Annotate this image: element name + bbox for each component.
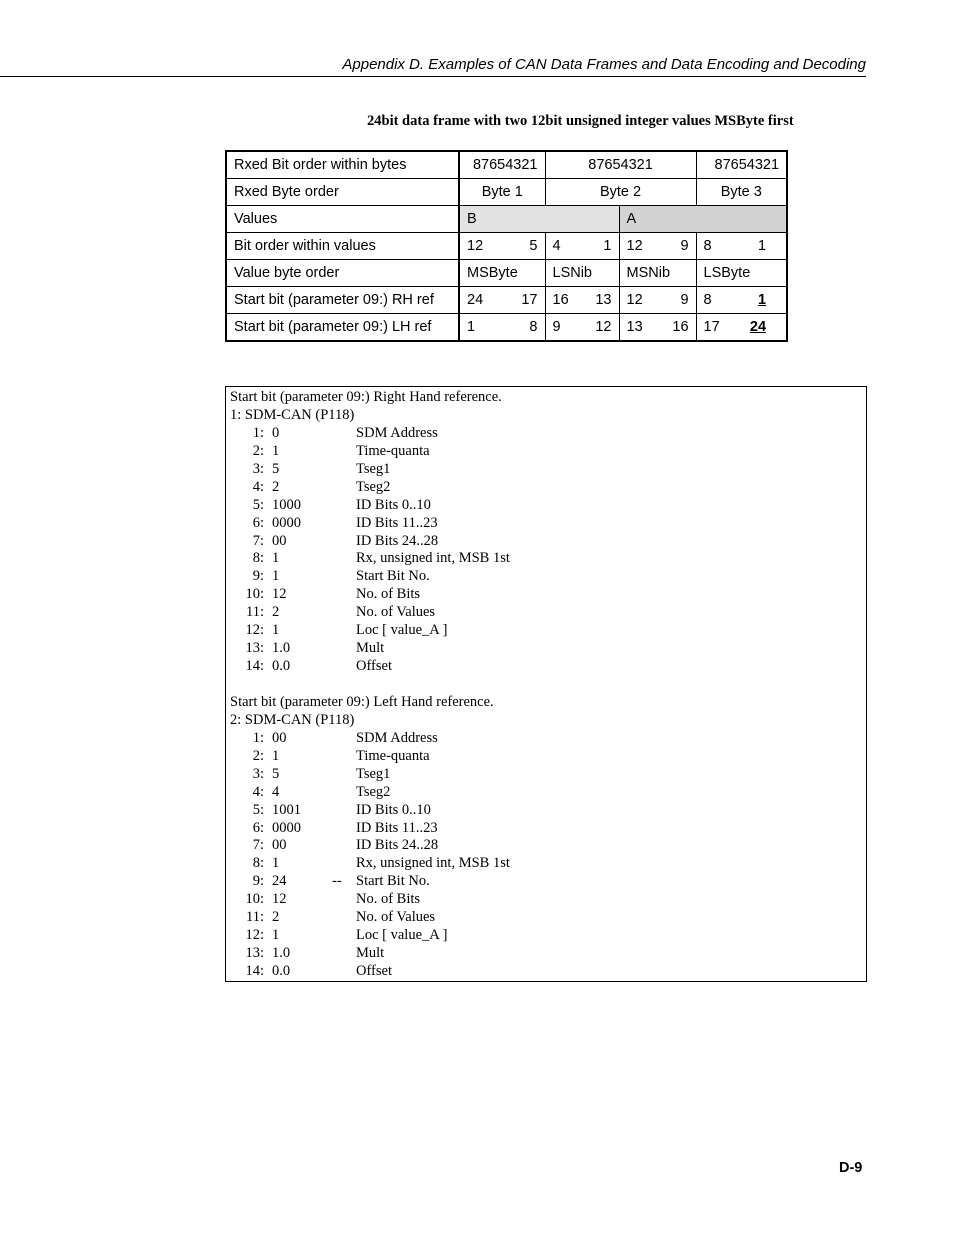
param-value: 0 xyxy=(272,424,280,441)
param-description: ID Bits 0..10 xyxy=(356,801,431,818)
param-value: 0000 xyxy=(272,514,301,531)
param-description: Rx, unsigned int, MSB 1st xyxy=(356,855,510,872)
table-cell: MSByte xyxy=(459,260,545,287)
param-number: 7: xyxy=(252,837,264,854)
table-cell: Byte 3 xyxy=(696,179,787,206)
param-description: No. of Values xyxy=(356,909,436,926)
param-line xyxy=(226,533,866,551)
instruction-line: 2: SDM-CAN (P118) xyxy=(230,711,355,728)
param-value: 2 xyxy=(272,909,280,926)
param-value: 00 xyxy=(272,837,287,854)
table-cell: 87654321 xyxy=(696,151,787,179)
param-number: 12: xyxy=(245,927,264,944)
table-caption: 24bit data frame with two 12bit unsigned integer values MSByte first xyxy=(367,113,794,129)
table-row xyxy=(226,287,787,314)
page-number: D-9 xyxy=(839,1160,863,1176)
param-line xyxy=(226,461,866,479)
param-number: 14: xyxy=(245,658,264,675)
param-description: Tseg1 xyxy=(356,460,391,477)
table-row xyxy=(226,206,787,233)
table-cell xyxy=(619,287,696,314)
instruction-line: 1: SDM-CAN (P118) xyxy=(230,406,355,423)
program-listing xyxy=(225,386,867,982)
param-description: Start Bit No. xyxy=(356,568,430,585)
param-line xyxy=(226,909,866,927)
table-cell: MSNib xyxy=(619,260,696,287)
param-value: 1.0 xyxy=(272,640,291,657)
param-line xyxy=(226,963,866,981)
param-value: 1 xyxy=(272,855,280,872)
cell-end: 8 xyxy=(529,319,538,335)
param-number: 5: xyxy=(252,801,264,818)
table-cell xyxy=(619,314,696,342)
param-description: ID Bits 24..28 xyxy=(356,532,439,549)
param-line xyxy=(226,784,866,802)
param-line xyxy=(226,497,866,515)
row-label: Value byte order xyxy=(226,260,459,287)
param-line xyxy=(226,586,866,604)
cell-end: 16 xyxy=(672,319,689,335)
block-heading: Start bit (parameter 09:) Right Hand reference. xyxy=(230,389,502,405)
param-number: 8: xyxy=(252,550,264,567)
table-cell xyxy=(459,314,545,342)
table-cell xyxy=(696,287,787,314)
param-value: 1 xyxy=(272,622,280,639)
param-line xyxy=(226,820,866,838)
block-heading: Start bit (parameter 09:) Left Hand reference. xyxy=(230,693,494,710)
param-number: 11: xyxy=(246,909,264,926)
param-line xyxy=(226,855,866,873)
param-description: No. of Bits xyxy=(356,586,421,603)
table-cell xyxy=(696,233,787,260)
param-value: 00 xyxy=(272,532,287,549)
param-description: Offset xyxy=(356,963,392,979)
table-cell: Byte 1 xyxy=(459,179,545,206)
param-number: 2: xyxy=(252,747,264,764)
table-cell: LSByte xyxy=(696,260,787,287)
param-number: 6: xyxy=(252,819,264,836)
param-value: 5 xyxy=(272,765,280,782)
param-value: 5 xyxy=(272,460,280,477)
value-a-cell: A xyxy=(619,206,787,233)
cell-end: 12 xyxy=(595,319,612,335)
param-line xyxy=(226,568,866,586)
param-value: 1 xyxy=(272,550,280,567)
param-number: 3: xyxy=(252,460,264,477)
page-header xyxy=(0,54,866,77)
table-row xyxy=(226,151,787,179)
param-description: Time-quanta xyxy=(356,442,430,459)
param-list xyxy=(226,425,866,676)
param-value: 24 xyxy=(272,873,287,890)
param-line xyxy=(226,425,866,443)
cell-start: 4 xyxy=(552,238,561,254)
param-value: 1000 xyxy=(272,496,301,513)
table-cell xyxy=(459,287,545,314)
param-line xyxy=(226,766,866,784)
row-label: Bit order within values xyxy=(226,233,459,260)
param-number: 1: xyxy=(252,729,264,746)
cell-start: 12 xyxy=(467,238,484,254)
cell-end: 9 xyxy=(680,238,689,254)
cell-start: 17 xyxy=(703,319,720,335)
row-label: Start bit (parameter 09:) LH ref xyxy=(226,314,459,342)
param-number: 9: xyxy=(252,873,264,890)
param-number: 14: xyxy=(245,963,264,979)
header-title: Appendix D. Examples of CAN Data Frames and Data Encoding and Decoding xyxy=(342,56,866,73)
param-line xyxy=(226,748,866,766)
param-number: 3: xyxy=(252,765,264,782)
param-value: 1001 xyxy=(272,801,301,818)
table-cell: 87654321 xyxy=(459,151,545,179)
param-value: 0.0 xyxy=(272,658,291,675)
table-cell: 87654321 xyxy=(545,151,696,179)
row-label: Start bit (parameter 09:) RH ref xyxy=(226,287,459,314)
table-cell xyxy=(459,233,545,260)
cell-end: 1 xyxy=(757,238,767,254)
param-line xyxy=(226,730,866,748)
param-value: 12 xyxy=(272,586,287,603)
table-row xyxy=(226,260,787,287)
param-line xyxy=(226,479,866,497)
param-value: 1 xyxy=(272,747,280,764)
param-value: 00 xyxy=(272,729,287,746)
param-line xyxy=(226,515,866,533)
cell-start: 8 xyxy=(703,292,712,308)
param-line xyxy=(226,658,866,676)
param-description: ID Bits 0..10 xyxy=(356,496,431,513)
cell-start: 12 xyxy=(626,292,643,308)
param-number: 8: xyxy=(252,855,264,872)
param-line xyxy=(226,802,866,820)
param-number: 12: xyxy=(245,622,264,639)
param-description: Loc [ value_A ] xyxy=(356,927,448,944)
cell-start: 12 xyxy=(626,238,643,254)
table-cell xyxy=(619,233,696,260)
param-number: 13: xyxy=(245,945,264,962)
param-value: 1 xyxy=(272,442,280,459)
param-list xyxy=(226,730,866,981)
param-value: 2 xyxy=(272,478,280,495)
table-cell xyxy=(696,314,787,342)
param-line xyxy=(226,550,866,568)
param-description: Start Bit No. xyxy=(356,873,430,890)
param-description: ID Bits 11..23 xyxy=(356,819,438,836)
param-number: 5: xyxy=(252,496,264,513)
table-cell: Byte 2 xyxy=(545,179,696,206)
param-line xyxy=(226,891,866,909)
param-description: Time-quanta xyxy=(356,747,430,764)
param-value: 0000 xyxy=(272,819,301,836)
table-cell xyxy=(545,287,619,314)
param-line xyxy=(226,622,866,640)
table-cell xyxy=(545,314,619,342)
param-number: 6: xyxy=(252,514,264,531)
cell-end: 13 xyxy=(595,292,612,308)
param-description: Tseg2 xyxy=(356,478,391,495)
param-value: 1 xyxy=(272,568,280,585)
param-line xyxy=(226,873,866,891)
param-value: 2 xyxy=(272,604,280,621)
param-description: Offset xyxy=(356,658,392,675)
start-bit-highlight: 1 xyxy=(757,292,767,308)
param-number: 7: xyxy=(252,532,264,549)
param-number: 4: xyxy=(252,478,264,495)
param-description: Tseg2 xyxy=(356,783,391,800)
data-frame-table xyxy=(225,150,788,342)
param-number: 4: xyxy=(252,783,264,800)
table-row xyxy=(226,314,787,342)
param-line xyxy=(226,927,866,945)
cell-start: 24 xyxy=(467,292,484,308)
row-label: Rxed Byte order xyxy=(226,179,459,206)
cell-start: 8 xyxy=(703,238,712,254)
param-description: Mult xyxy=(356,945,385,962)
param-description: No. of Bits xyxy=(356,891,421,908)
cell-end: 17 xyxy=(521,292,538,308)
param-number: 11: xyxy=(246,604,264,621)
cell-end: 9 xyxy=(680,292,689,308)
param-description: Mult xyxy=(356,640,385,657)
blank-line xyxy=(226,676,866,694)
param-number: 10: xyxy=(245,891,264,908)
cell-start: 9 xyxy=(552,319,561,335)
param-description: ID Bits 11..23 xyxy=(356,514,438,531)
cell-end: 1 xyxy=(603,238,612,254)
param-value: 4 xyxy=(272,783,280,800)
param-value: 12 xyxy=(272,891,287,908)
start-bit-highlight: 24 xyxy=(749,319,767,335)
param-number: 13: xyxy=(245,640,264,657)
param-description: No. of Values xyxy=(356,604,436,621)
param-description: ID Bits 24..28 xyxy=(356,837,439,854)
table-row xyxy=(226,179,787,206)
param-number: 2: xyxy=(252,442,264,459)
param-number: 10: xyxy=(245,586,264,603)
cell-end: 5 xyxy=(529,238,538,254)
cell-start: 13 xyxy=(626,319,643,335)
param-line xyxy=(226,443,866,461)
param-number: 9: xyxy=(252,568,264,585)
param-description: Tseg1 xyxy=(356,765,391,782)
table-cell: LSNib xyxy=(545,260,619,287)
param-description: SDM Address xyxy=(356,424,438,441)
param-value: 0.0 xyxy=(272,963,291,979)
param-line xyxy=(226,640,866,658)
value-b-cell: B xyxy=(459,206,619,233)
param-line xyxy=(226,945,866,963)
param-description: Loc [ value_A ] xyxy=(356,622,448,639)
param-number: 1: xyxy=(252,424,264,441)
param-marker: -- xyxy=(332,873,342,890)
row-label: Rxed Bit order within bytes xyxy=(226,151,459,179)
param-value: 1.0 xyxy=(272,945,291,962)
param-value: 1 xyxy=(272,927,280,944)
cell-start: 16 xyxy=(552,292,569,308)
param-line xyxy=(226,604,866,622)
cell-start: 1 xyxy=(467,319,476,335)
row-label: Values xyxy=(226,206,459,233)
param-line xyxy=(226,837,866,855)
table-row xyxy=(226,233,787,260)
param-description: SDM Address xyxy=(356,729,438,746)
param-description: Rx, unsigned int, MSB 1st xyxy=(356,550,510,567)
table-cell xyxy=(545,233,619,260)
